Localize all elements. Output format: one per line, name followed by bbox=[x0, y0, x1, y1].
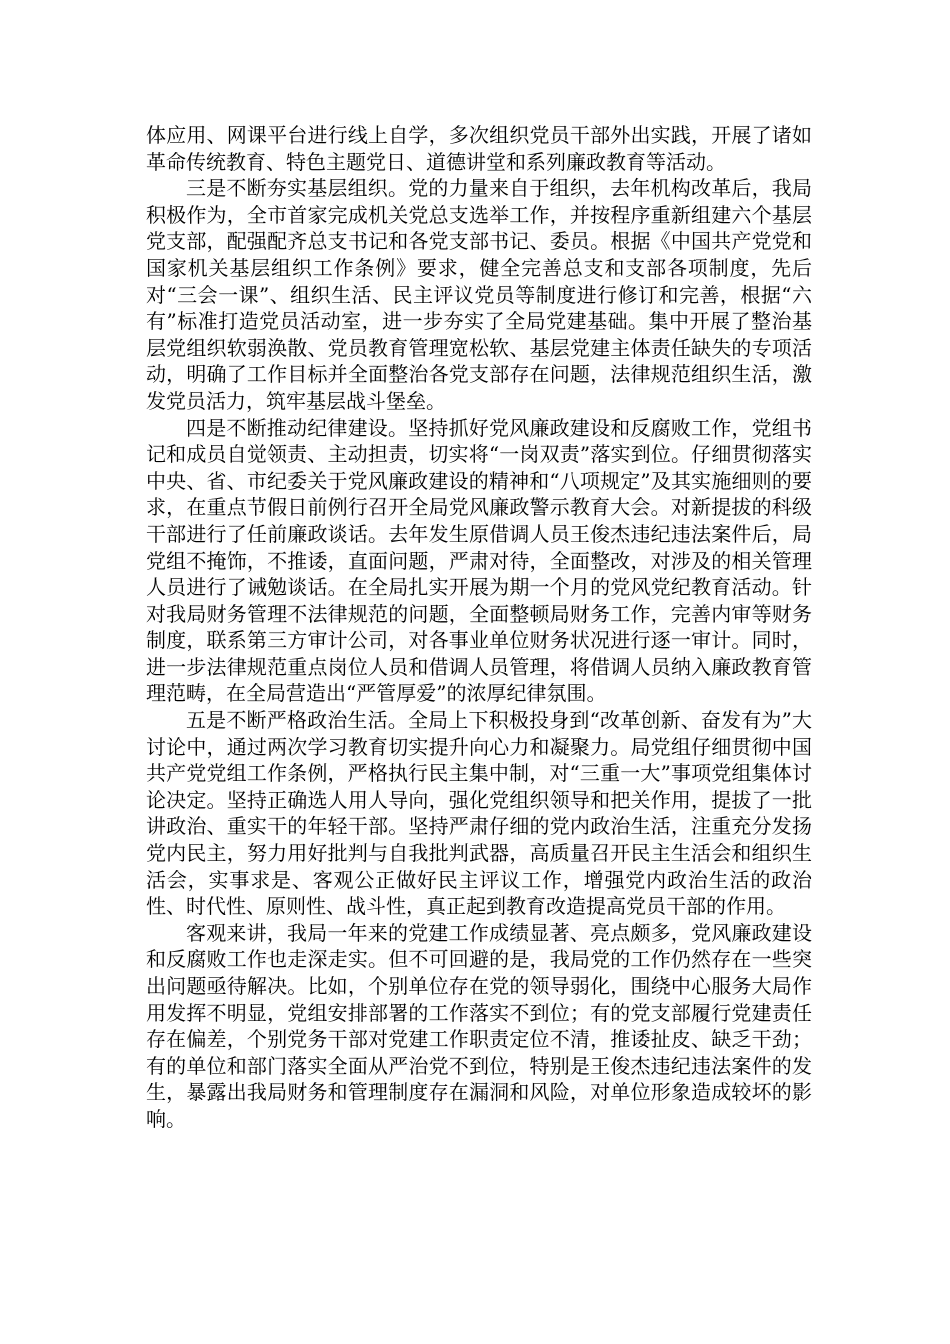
paragraph-problems-summary: 客观来讲，我局一年来的党建工作成绩显著、亮点颇多，党风廉政建设和反腐败工作也走深走实。但不可回避的是，我局党的工作仍然存在一些突出问题亟待解决。比如，个别单位存在党的领导弱化，围绕中心服务大局作用发挥不明显，党组安排部署的工作落实不到位；有的党支部履行党建责任存在偏差，个别党务干部对党建工作职责定位不清，推诿扯皮、缺乏干劲；有的单位和部门落实全面从严治党不到位，特别是王俊杰违纪违法案件的发生，暴露出我局财务和管理制度存在漏洞和风险，对单位形象造成较坏的影响。 bbox=[146, 920, 812, 1131]
paragraph-political-life: 五是不断严格政治生活。全局上下积极投身到“改革创新、奋发有为”大讨论中，通过两次学习教育切实提升向心力和凝聚力。局党组仔细贯彻中国共产党党组工作条例，严格执行民主集中制，对“三重一大”事项党组集体讨论决定。坚持正确选人用人导向，强化党组织领导和把关作用，提拔了一批讲政治、重实干的年轻干部。坚持严肃仔细的党内政治生活，注重充分发扬党内民主，努力用好批判与自我批判武器，高质量召开民主生活会和组织生活会，实事求是、客观公正做好民主评议工作，增强党内政治生活的政治性、时代性、原则性、战斗性，真正起到教育改造提高党员干部的作用。 bbox=[146, 708, 812, 919]
paragraph-grassroots-organization: 三是不断夯实基层组织。党的力量来自于组织，去年机构改革后，我局积极作为，全市首家完成机关党总支选举工作，并按程序重新组建六个基层党支部，配强配齐总支书记和各党支部书记、委员。根据《中国共产党党和国家机关基层组织工作条例》要求，健全完善总支和支部各项制度，先后对“三会一课”、组织生活、民主评议党员等制度进行修订和完善，根据“六有”标准打造党员活动室，进一步夯实了全局党建基础。集中开展了整治基层党组织软弱涣散、党员教育管理宽松软、基层党建主体责任缺失的专项活动，明确了工作目标并全面整治各党支部存在问题，法律规范组织生活，激发党员活力，筑牢基层战斗堡垒。 bbox=[146, 176, 812, 413]
document-page bbox=[146, 122, 812, 1133]
paragraph-discipline-building: 四是不断推动纪律建设。坚持抓好党风廉政建设和反腐败工作，党组书记和成员自觉领责、主动担责，切实将“一岗双责”落实到位。仔细贯彻落实中央、省、市纪委关于党风廉政建设的精神和“八项规定”及其实施细则的要求，在重点节假日前例行召开全局党风廉政警示教育大会。对新提拔的科级干部进行了任前廉政谈话。去年发生原借调人员王俊杰违纪违法案件后，局党组不掩饰，不推诿，直面问题，严肃对待，全面整改，对涉及的相关管理人员进行了诫勉谈话。在全局扎实开展为期一个月的党风党纪教育活动。针对我局财务管理不法律规范的问题，全面整顿局财务工作，完善内审等财务制度，联系第三方审计公司，对各事业单位财务状况进行逐一审计。同时，进一步法律规范重点岗位人员和借调人员管理，将借调人员纳入廉政教育管理范畴，在全局营造出“严管厚爱”的浓厚纪律氛围。 bbox=[146, 415, 812, 706]
paragraph-continuation: 体应用、网课平台进行线上自学，多次组织党员干部外出实践，开展了诸如革命传统教育、特色主题党日、道德讲堂和系列廉政教育等活动。 bbox=[146, 123, 812, 174]
